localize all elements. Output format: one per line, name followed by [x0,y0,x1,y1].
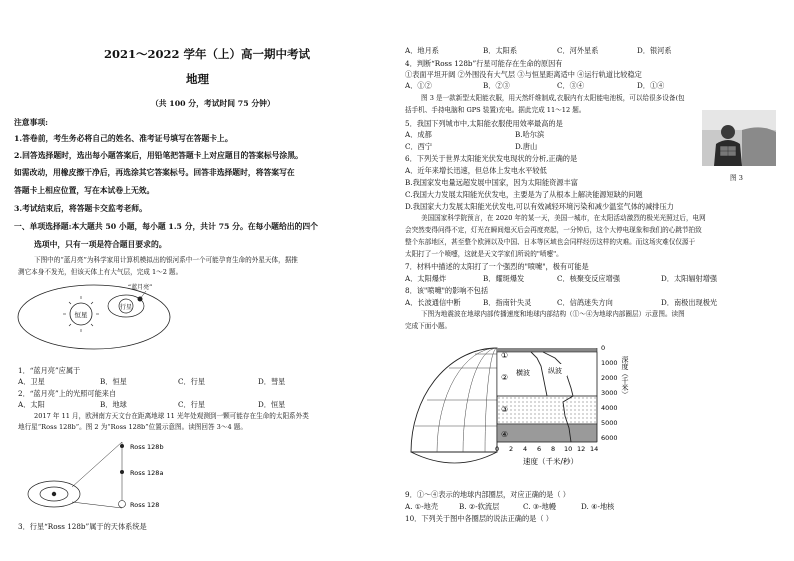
intro4-line1: 美国国家科学院预言，在 2020 年的某一天，美国一城市，在太阳活动激烈的极光光照过后，电网 [421,214,706,222]
svg-text:1000: 1000 [601,359,618,367]
q4-stem: 4．判断“Ross 128b”行星可能存在生命的原因有 [405,59,563,68]
q1-option-d: D．彗星 [258,377,286,386]
label-ross-128b: Ross 128b [130,443,164,451]
svg-text:②: ② [501,373,509,382]
q5-option-c: C．西宁 [405,142,433,151]
q3-option-b: B．太阳系 [483,46,518,55]
figure-2 [14,432,214,514]
q4-option-c: C．③④ [557,81,585,90]
intro4-line3: 整个东部地区，甚至整个欧洲以及中国、日本等区域也会同样经历这样的灾难。而这场灾难仅仅源于 [405,238,696,246]
svg-text:3000: 3000 [601,389,618,397]
note-2c: 答题卡上相应位置，写在本试卷上无效。 [14,186,155,195]
q4-option-a: A．①② [405,81,432,90]
note-1: 1.答卷前，考生务必将自己的姓名、准考证号填写在答题卡上。 [14,134,233,143]
intro5-line2: 完成下面小题。 [405,322,452,330]
q3-option-d: D．银河系 [637,46,672,55]
q8-option-b: B．指南针失灵 [483,298,532,307]
label-star: 恒星 [74,311,88,319]
intro3-line1: 图 3 是一款新型太阳能衣服，用天然纤维制成,衣服内有太阳能电池板，可以给很多设备(包 [421,94,685,102]
q6-option-a: A．近年来增长迅速，但总体上发电水平较低 [405,166,547,175]
section1-heading-b: 选项中，只有一项是符合题目要求的。 [34,240,167,249]
label-p-wave: 纵波 [548,367,562,375]
note-2b: 如需改动，用橡皮擦干净后，再选涂其它答案标号。回答非选择题时，将答案写在 [14,168,295,177]
section1-heading-a: 一、单项选择题:本大题共 50 小题，每小题 1.5 分，共计 75 分。在每小题给出的四个 [14,222,318,231]
svg-text:2: 2 [509,445,514,453]
intro5-line1: 下图为地震波在地球内部传播速度和地球内部结构（①～④为地球内部圈层）示意图。读图 [421,310,685,318]
orbit-outer [18,285,170,349]
svg-text:④: ④ [501,430,509,439]
q9-stem: 9．①～④表示的地球内部圈层，对应正确的是（ ） [405,490,570,499]
note-3: 3.考试结束后，将答题卡交监考老师。 [14,204,147,213]
q5-option-b: B.哈尔滨 [515,130,545,139]
label-planet: 行星 [119,304,133,311]
ross-128a-dot [120,470,124,474]
q2-stem: 2．“蓝月亮”上的光照可能来自 [18,389,117,398]
q3-option-a: A．地月系 [405,46,439,55]
q2-option-c: C．行星 [178,400,206,409]
figure-1 [14,280,174,352]
q8-stem: 8．该"喷嚏"的影响不包括 [405,286,489,295]
q1-option-b: B．恒星 [100,377,127,386]
q9-option-c: C. ③-地幔 [523,502,557,511]
figure-4 [405,336,685,486]
q9-option-d: D. ④-地核 [581,502,615,511]
layer-3 [497,396,597,424]
svg-text:4000: 4000 [601,404,618,412]
q4-option-d: D．①④ [637,81,665,90]
figure-3-photo [702,110,776,166]
q1-option-a: A．卫星 [18,377,45,386]
speed-ticks [495,445,598,453]
intro1-line2: 测它本身不发光，但该天体上有大气层，完成 1～2 题。 [18,268,183,276]
q7-stem: 7．材料中描述的太阳打了一个强烈的"喷嚏"，极有可能是 [405,262,589,271]
ross-128-dot [119,501,126,508]
label-ross-128: Ross 128 [130,501,160,509]
q9-option-a: A. ①-地壳 [405,502,439,511]
intro2-line2: 地行星“Ross 128b”。图 2 为“Ross 128b”位置示意图。读图回答 3～4 题。 [18,423,247,431]
svg-text:①: ① [501,351,509,360]
q6-option-c: C.我国大力发展太阳能光伏发电，主要是为了从根本上解决能源短缺的问题 [405,190,643,199]
svg-text:14: 14 [590,445,599,453]
q2-option-b: B．地球 [100,400,127,409]
q2-option-a: A．太阳 [18,400,45,409]
depth-ticks [601,344,618,442]
label-ross-128a: Ross 128a [130,469,164,477]
q4-option-b: B．②③ [483,81,510,90]
q9-option-b: B. ②-软流层 [459,502,500,511]
score-time: （共 100 分，考试时间 75 分钟） [151,99,275,108]
q3-stem: 3．行星“Ross 128b”属于的天体系统是 [18,522,147,531]
q3-option-c: C．河外星系 [557,46,599,55]
exam-title: 2021～2022 学年（上）高一期中考试 [104,47,311,61]
svg-text:10: 10 [564,445,573,453]
exam-subject: 地理 [186,72,209,86]
svg-text:③: ③ [501,405,509,414]
intro1-line1: 下图中的“蓝月亮”为科学家用计算机模拟出的银河系中一个可能孕育生命的外星天体，据推 [34,256,298,264]
q10-stem: 10．下列关于图中各圈层的说法正确的是（ ） [405,514,553,523]
note-2a: 2.回答选择题时，选出每小题答案后，用铅笔把答题卡上对应题目的答案标号涂黑。 [14,151,303,160]
q4-statements: ①表面平坦开阔 ②外围没有大气层 ③与恒星距离适中 ④运行轨道比较稳定 [405,70,642,79]
q6-option-b: B.我国家发电量远超发展中国家，因为太阳能资源丰富 [405,178,578,187]
q1-option-c: C．行星 [178,377,206,386]
q2-option-d: D．恒星 [258,400,286,409]
label-s-wave: 横波 [516,369,530,377]
q7-option-b: B．耀斑爆发 [483,274,525,283]
layer-1 [497,348,597,352]
svg-text:12: 12 [577,445,586,453]
notes-heading: 注意事项: [14,118,49,127]
q5-option-d: D.唐山 [515,142,538,151]
intro2-line1: 2017 年 11 月，欧洲南方天文台在距离地球 11 光年处观测到一颗可能存在生命的太阳系外类 [34,412,309,420]
svg-text:0: 0 [495,445,500,453]
q6-option-d: D.我国家大力发展太阳能光伏发电,可以有效减轻环境污染和减少温室气体的减排压力 [405,202,674,211]
svg-text:6: 6 [537,445,542,453]
intro4-line2: 会突然变得问得不定，灯光在瞬间熄灭后会再度亮起，一分钟后，这个大停电现象和我们的心跳节拍致 [405,226,702,234]
svg-text:2000: 2000 [601,374,618,382]
q7-option-a: A．太阳爆炸 [405,274,447,283]
intro3-line2: 括手机、手持电脑和 GPS 装置)充电。据此完成 11～12 题。 [405,106,586,114]
q5-option-a: A．成都 [405,130,432,139]
svg-text:6000: 6000 [601,434,618,442]
svg-text:8: 8 [551,445,556,453]
q5-stem: 5．我国下列城市中,太阳能衣服使用效率最高的是 [405,119,563,128]
q8-option-d: D．南极出现极光 [661,298,718,307]
q7-option-d: D．太阳辐射增强 [661,274,718,283]
figure-3-caption: 图 3 [730,174,743,182]
speed-axis-label: 速度（千米/秒） [523,457,579,466]
q7-option-c: C．核聚变反应增强 [557,274,621,283]
layer-4 [497,424,597,442]
depth-axis-label: 深度（千米） [621,356,629,398]
intro4-line4: 太阳打了一个喷嚏，这就是天文学家们所说的"喷嚏"。 [405,250,563,258]
svg-text:4: 4 [523,445,528,453]
svg-text:0: 0 [601,344,606,352]
ross-128b-dot [120,444,124,448]
q8-option-c: C．信鸽迷失方向 [557,298,613,307]
q6-stem: 6．下列关于世界太阳能光伏发电现状的分析,正确的是 [405,154,578,163]
q1-stem: 1．“蓝月亮”应属于 [18,366,81,375]
q8-option-a: A．长波通信中断 [405,298,461,307]
label-blue-moon: “蓝月亮” [128,284,153,291]
svg-text:5000: 5000 [601,419,618,427]
ross-center [52,492,56,496]
